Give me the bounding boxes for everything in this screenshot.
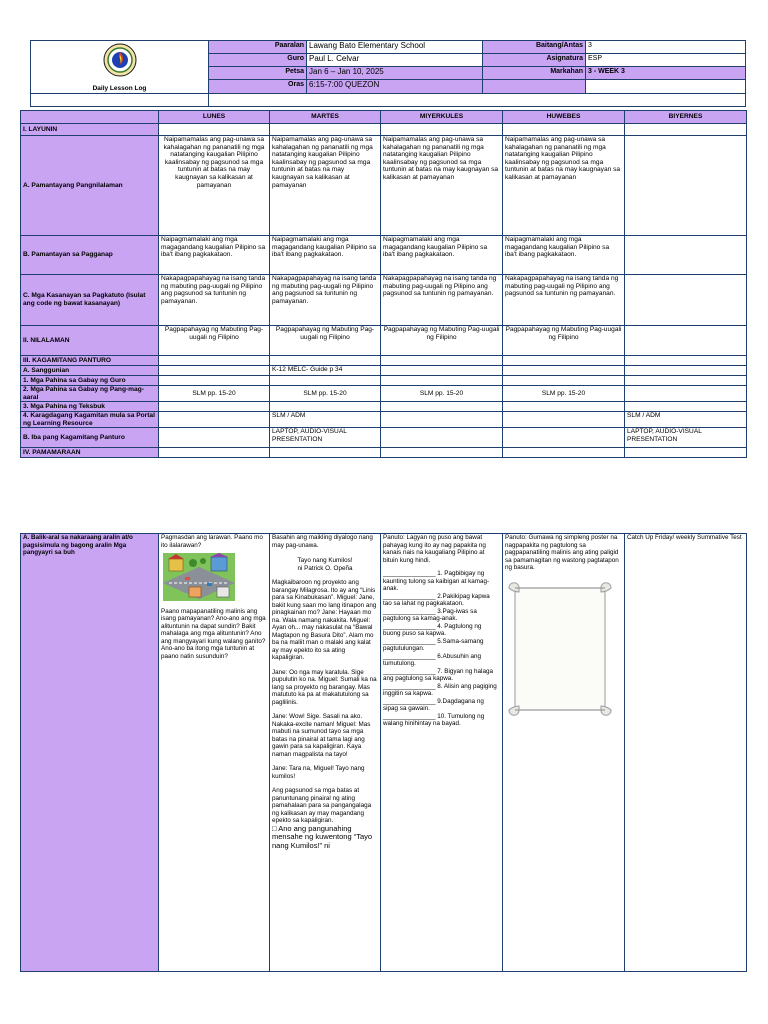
section-kagamitan: III. KAGAMITANG PANTURO: [21, 356, 159, 366]
quiz-item: _______________ 2.Pakikipag kapwa tao sa lahat ng pagkakataon.: [383, 592, 490, 607]
quiz-item: _______________ 3.Pag-iwas sa pagtulong sa kamag-anak.: [383, 607, 477, 622]
content-standard-wednesday: Naipamamalas ang pag-unawa sa kahalagahan ng pananatili ng mga natatanging kaugalian Pilipino kaalinsabay ng pagsunod sa mga tuntunin at batas na may kaugnayan sa kalikasan at pamayanan: [381, 136, 503, 236]
review-friday: Catch Up Friday/ weekly Summative Test: [625, 534, 747, 972]
learning-competency-thursday: Nakapagpapahayag na isang tanda ng mabuting pag-uugali ng Pilipino ang pagsunod sa tuntunin ng pamayanan.: [503, 275, 625, 326]
review-monday: [159, 534, 270, 972]
review-thursday: [503, 534, 625, 972]
empty-cell: [625, 275, 747, 326]
row-label-karagdagang-kagamitan: 4. Karagdagang Kagamitan mula sa Portal ng Learning Resource: [21, 412, 159, 428]
empty-cell: [586, 79, 746, 93]
story-paragraph: Ang pagsunod sa mga batas at panuntunang pinairal ng ating pamahalaan para sa pangangalaga ng kalikasan ay may magandang epekto sa kapaligiran.: [272, 787, 372, 824]
row-label-balik-aral: A. Balik-aral sa nakaraang aralin at/o pagsisimula ng bagong aralin Mga pangyayri sa buh: [21, 534, 159, 972]
document-title: Daily Lesson Log: [92, 85, 147, 92]
review-wednesday: [381, 534, 503, 972]
learning-competency-wednesday: Nakapagpapahayag na isang tanda ng mabuting pag-uugali ng Pilipino ang pagsunod sa tuntunin ng pamayanan.: [381, 275, 503, 326]
quiz-item: _______________ 4. Pagtulong ng buong puso sa kapwa.: [383, 622, 482, 637]
quiz-item: _______________ 8. Alisin ang pagiging inggitin sa kapwa.: [383, 682, 497, 697]
content-tuesday: Pagpapahayag ng Mabuting Pag-uugali ng Filipino: [270, 326, 381, 356]
content-standard-tuesday: Naipamamalas ang pag-unawa sa kahalagahan ng pananatili ng mga natatanging kaugalian Pilipino kaalinsabay ng pagsunod sa mga tuntunin at batas na may kaugnayan sa kalikasan at pamayanan: [270, 136, 381, 236]
header-table: [30, 40, 746, 107]
grade-value: 3: [586, 41, 746, 54]
performance-standard-monday: Naipagmamalaki ang mga magagandang kaugalian Pilipino sa iba't ibang pagkakataon.: [159, 236, 270, 275]
additional-materials-friday: SLM / ADM: [625, 412, 747, 428]
time-value: 6:15-7:00 QUEZON: [307, 79, 483, 93]
header-logo-cell: [31, 41, 209, 94]
quarter-value: 3 - WEEK 3: [586, 66, 746, 79]
content-thursday: Pagpapahayag ng Mabuting Pag-uugali ng Filipino: [503, 326, 625, 356]
date-label: Petsa: [209, 66, 307, 79]
quiz-item: _______________ 7. Bigyan ng halaga ang pagtulong sa kapwa.: [383, 667, 493, 682]
day-header-thursday: HUWEBES: [503, 111, 625, 124]
date-value: Jan 6 – Jan 10, 2025: [307, 66, 483, 79]
time-label: Oras: [209, 79, 307, 93]
teacher-value: Paul L. Celvar: [307, 53, 483, 66]
learner-guide-wednesday: SLM pp. 15-20: [381, 386, 503, 402]
row-label-nilalaman: II. NILALAMAN: [21, 326, 159, 356]
performance-standard-tuesday: Naipagmamalaki ang mga magagandang kaugalian Pilipino sa iba't ibang pagkakataon.: [270, 236, 381, 275]
quiz-item: _______________ 10. Tumulong ng walang hinihintay na bayad.: [383, 712, 485, 727]
school-value: Lawang Bato Elementary School: [307, 41, 483, 54]
quiz-item: _______________ 5.Sama-samang pagtutulungan.: [383, 637, 484, 652]
story-title: Tayo nang Kumilos!: [297, 557, 353, 564]
teacher-label: Guro: [209, 53, 307, 66]
row-label-kasanayan-sa-pagkatuto: C. Mga Kasanayan sa Pagkatuto (Isulat ang code ng bawat kasanayan): [21, 275, 159, 326]
day-header-wednesday: MIYERKULES: [381, 111, 503, 124]
empty-cell: [31, 94, 209, 107]
row-label-pamantayang-pangnilalaman: A. Pamantayang Pangnilalaman: [21, 136, 159, 236]
empty-cell: [209, 94, 746, 107]
wednesday-instructions: Panuto: Lagyan ng puso ang bawat pahayag kung ito ay nag papakita ng kanais nais na kaugaliang Pilipino at bituin kung hindi.: [383, 534, 486, 564]
story-paragraph: Jane: Wow! Sige. Sasali na ako. Nakaka-excite naman! Miguel: Mas mabuti na sumunod tayo sa mga batas na pinairal at tama lagi ang gawin para sa kapaligiran. Kaya naman magpalista na tayo!: [272, 713, 371, 758]
row-label-gabay-ng-guro: 1. Mga Pahina sa Gabay ng Guro: [21, 376, 159, 386]
monday-questions: Paano mapapanatiling malinis ang isang pamayanan? Ano-ano ang mga alituntunin na dapat sundin? Bakit mahalaga ang mga alituntunin? Ano ang mangyayari kung walang ganito?Ano-ano ba itong mga tuntunin at paano natin susunduin?: [161, 607, 266, 660]
content-standard-thursday: Naipamamalas ang pag-unawa sa kahalagahan ng pananatili ng mga natatanging kaugalian Pilipino kaalinsabay ng pagsunod sa mga tuntunin at batas na may kaugnayan sa kalikasan at pamayanan: [503, 136, 625, 236]
row-label-sanggunian: A. Sanggunian: [21, 366, 159, 376]
quiz-item: _______________ 6.Abusuhin ang tumutulong.: [383, 652, 482, 667]
row-label-gabay-ng-mag-aaral: 2. Mga Pahina sa Gabay ng Pang-mag-aaral: [21, 386, 159, 402]
empty-cell: [625, 136, 747, 236]
day-header-tuesday: MARTES: [270, 111, 381, 124]
day-header-friday: BIYERNES: [625, 111, 747, 124]
learning-competency-tuesday: Nakapagpapahayag na isang tanda ng mabuting pag-uugali ng Pilipino ang pagsunod sa tuntunin ng pamayanan.: [270, 275, 381, 326]
performance-standard-thursday: Naipagmamalaki ang mga magagandang kaugalian Pilipino sa iba't ibang pagkakataon.: [503, 236, 625, 275]
story-paragraph: Jane: Oo nga may karatula. Sige pupulutin ko na. Miguel: Sumali ka na lang sa proyekto ng barangay. Mas matututo ka pa at makatutulong sa paglilinis.: [272, 668, 377, 706]
additional-materials-tuesday: SLM / ADM: [270, 412, 381, 428]
town-illustration-icon: [163, 553, 235, 601]
quiz-item: _______________ 9.Dagdagana ng sipag sa gawain.: [383, 697, 484, 712]
section-layunin: I. LAYUNIN: [21, 124, 159, 136]
story-paragraph: Magkaibaroon ng proyekto ang barangay Milagrosa. Ito ay ang “Linis para sa Kinabukasan”. Miguel: Jane, bakit kung saan mo lang itinapon ang pinagkainan mo? Jane: Hayaan mo na. Wala namang nakakita. Miguel: Ayan oh... may nakasulat na “Bawal Magtapon ng Basura Dito”. Alam mo ba na maliit man o malaki ang kalat ay may epekto ito sa ating kapaligiran.: [272, 579, 377, 661]
performance-standard-wednesday: Naipagmamalaki ang mga magagandang kaugalian Pilipino sa iba't ibang pagkakataon.: [381, 236, 503, 275]
subject-value: ESP: [586, 53, 746, 66]
subject-label: Asignatura: [483, 53, 586, 66]
learner-guide-tuesday: SLM pp. 15-20: [270, 386, 381, 402]
monday-intro: Pagmasdan ang larawan. Paano mo ito ilalarawan?: [161, 534, 263, 549]
quiz-item: _______________ 1. Pagbibigay ng kaunting tulong sa kaibigan at kamag-anak.: [383, 570, 490, 592]
school-seal-icon: [103, 43, 137, 77]
review-tuesday: [270, 534, 381, 972]
story-paragraph: Jane: Tara na, Miguel! Tayo nang kumilos!: [272, 765, 365, 780]
school-label: Paaralan: [209, 41, 307, 54]
empty-cell: [483, 79, 586, 93]
row-label-pamantayan-sa-pagganap: B. Pamantayan sa Pagganap: [21, 236, 159, 275]
procedure-table: [20, 533, 747, 972]
content-wednesday: Pagpapahayag ng Mabuting Pag-uugali ng Filipino: [381, 326, 503, 356]
grade-label: Baitang/Antas: [483, 41, 586, 54]
lesson-log-table: [20, 110, 747, 458]
scroll-poster-icon: [505, 578, 615, 718]
other-materials-tuesday: LAPTOP, AUDIO-VISUAL PRESENTATION: [270, 428, 381, 448]
quarter-label: Markahan: [483, 66, 586, 79]
learner-guide-monday: SLM pp. 15-20: [159, 386, 270, 402]
reference-tuesday: K-12 MELC- Guide p 34: [270, 366, 381, 376]
learning-competency-monday: Nakapagpapahayag na isang tanda ng mabuting pag-uugali ng Pilipino ang pagsunod sa tuntunin ng pamayanan.: [159, 275, 270, 326]
story-author: ni Patrick O. Opeña: [297, 564, 353, 572]
day-header-monday: LUNES: [159, 111, 270, 124]
section-pamamaraan: IV. PAMAMARAAN: [21, 448, 159, 458]
empty-cell: [625, 236, 747, 275]
thursday-instructions: Panuto: Gumawa ng simpleng poster na nagpapakita ng pagtulong sa pagpapanatiling malinis ang ating paligid sa pamamagitan ng wastong pagtatapon ng basura.: [505, 534, 619, 571]
tuesday-intro: Basahin ang maikling diyalogo nang may pag-unawa.: [272, 534, 373, 549]
row-label-iba-pang-kagamitan: B. Iba pang Kagamitang Panturo: [21, 428, 159, 448]
other-materials-friday: LAPTOP, AUDIO-VISUAL PRESENTATION: [625, 428, 747, 448]
learner-guide-thursday: SLM pp. 15-20: [503, 386, 625, 402]
empty-cell: [21, 111, 159, 124]
content-standard-monday: Naipamamalas ang pag-unawa sa kahalagahan ng pananatili ng mga natatanging kaugalian Pilipino kaalinsabay ng pagsunod sa mga tuntunin at batas na may kaugnayan sa kalikasan at pamayanan: [159, 136, 270, 236]
empty-cell: [625, 326, 747, 356]
story-question: □ Ano ang pangunahing mensahe ng kuwentong “Tayo nang Kumilos!” ni: [272, 823, 373, 850]
row-label-teksbuk: 3. Mga Pahina ng Teksbuk: [21, 402, 159, 412]
content-monday: Pagpapahayag ng Mabuting Pag-uugali ng Filipino: [159, 326, 270, 356]
